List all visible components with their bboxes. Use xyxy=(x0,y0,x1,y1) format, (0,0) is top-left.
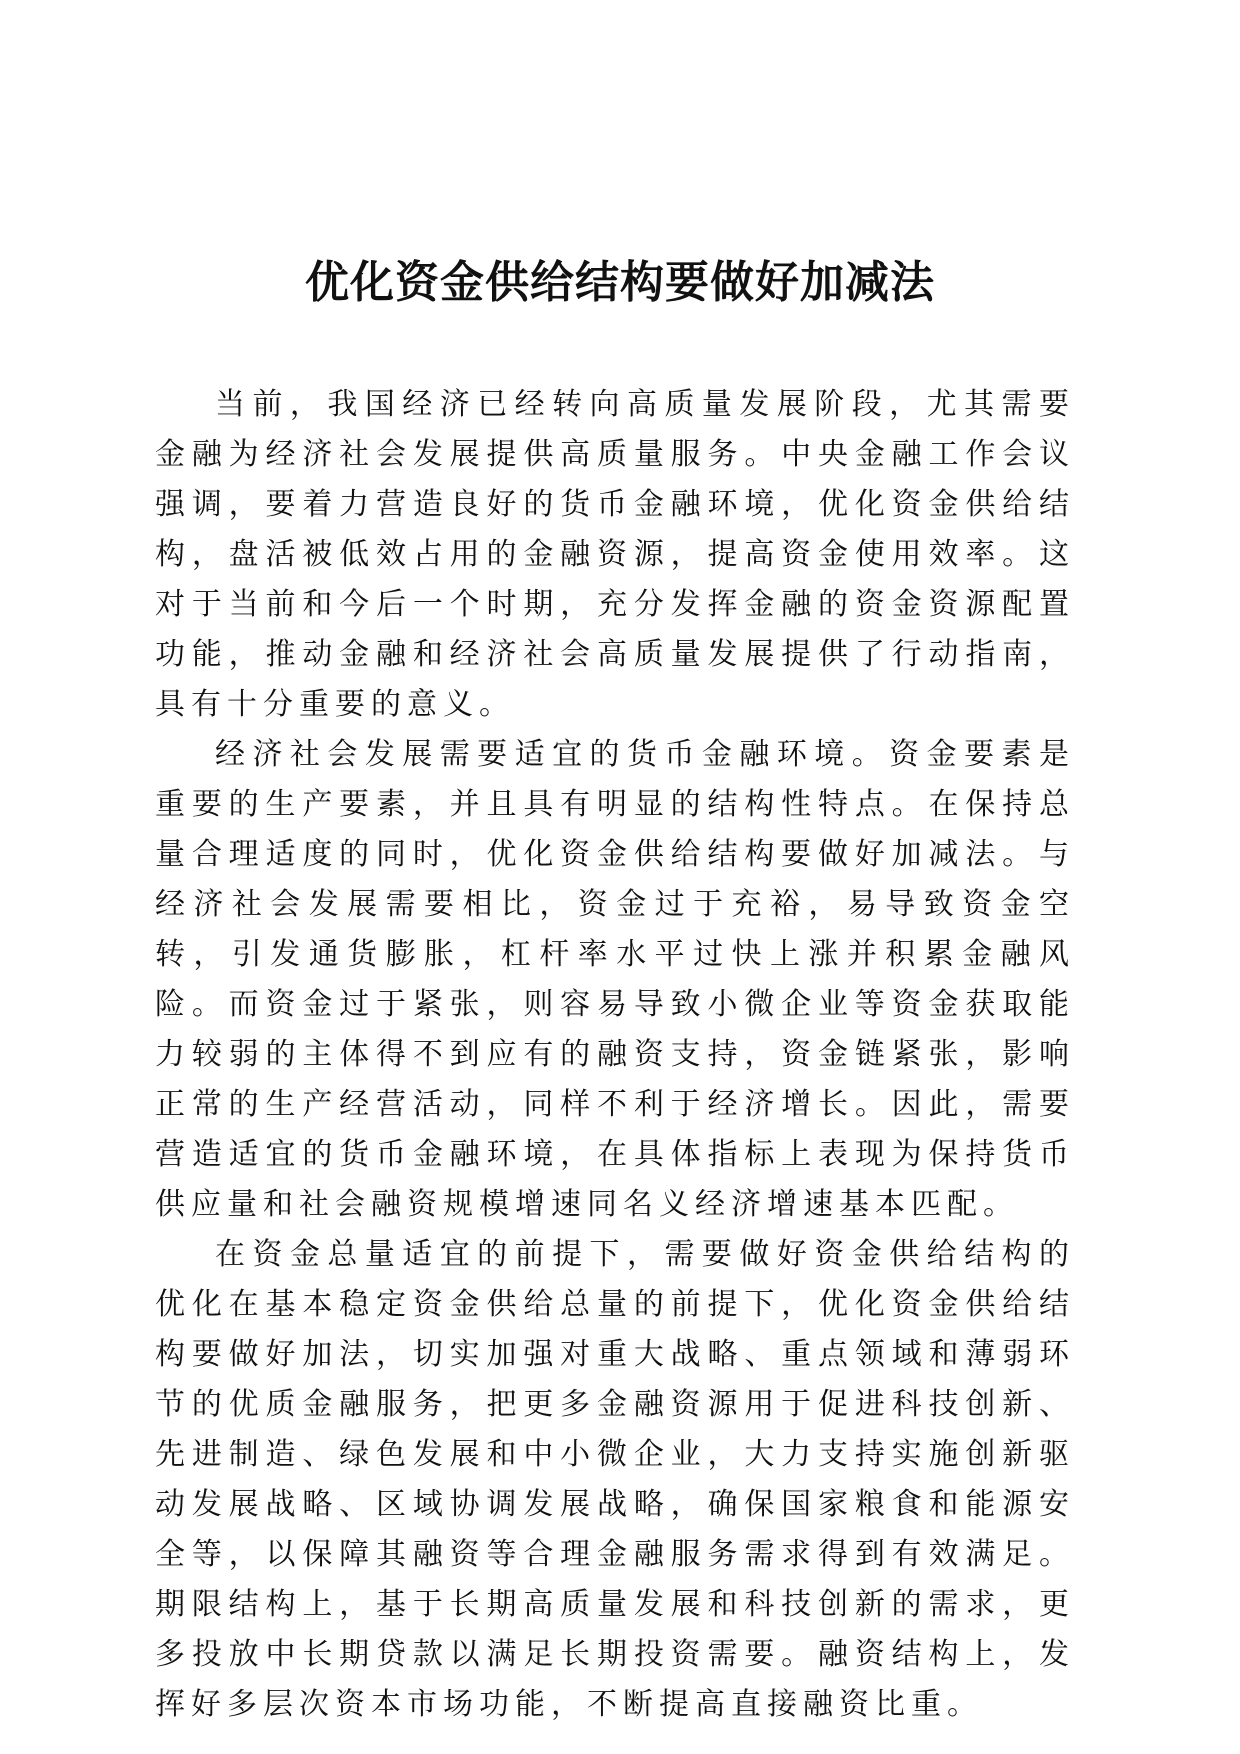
paragraph-1: 当前，我国经济已经转向高质量发展阶段，尤其需要金融为经济社会发展提供高质量服务。中央金融工作会议强调，要着力营造良好的货币金融环境，优化资金供给结构，盘活被低效占用的金融资源，提高资金使用效率。这对于当前和今后一个时期，充分发挥金融的资金资源配置功能，推动金融和经济社会高质量发展提供了行动指南，具有十分重要的意义。 xyxy=(155,387,1075,722)
document-title: 优化资金供给结构要做好加减法 xyxy=(305,257,935,308)
paragraph-2: 经济社会发展需要适宜的货币金融环境。资金要素是重要的生产要素，并且具有明显的结构性特点。在保持总量合理适度的同时，优化资金供给结构要做好加减法。与经济社会发展需要相比，资金过于充裕，易导致资金空转，引发通货膨胀，杠杆率水平过快上涨并积累金融风险。而资金过于紧张，则容易导致小微企业等资金获取能力较弱的主体得不到应有的融资支持，资金链紧张，影响正常的生产经营活动，同样不利于经济增长。因此，需要营造适宜的货币金融环境，在具体指标上表现为保持货币供应量和社会融资规模增速同名义经济增速基本匹配。 xyxy=(155,737,1075,1222)
document-body xyxy=(155,380,1075,1730)
paragraph-3: 在资金总量适宜的前提下，需要做好资金供给结构的优化在基本稳定资金供给总量的前提下，优化资金供给结构要做好加法，切实加强对重大战略、重点领域和薄弱环节的优质金融服务，把更多金融资源用于促进科技创新、先进制造、绿色发展和中小微企业，大力支持实施创新驱动发展战略、区域协调发展战略，确保国家粮食和能源安全等，以保障其融资等合理金融服务需求得到有效满足。期限结构上，基于长期高质量发展和科技创新的需求，更多投放中长期贷款以满足长期投资需要。融资结构上，发挥好多层次资本市场功能，不断提高直接融资比重。 xyxy=(155,1237,1075,1722)
